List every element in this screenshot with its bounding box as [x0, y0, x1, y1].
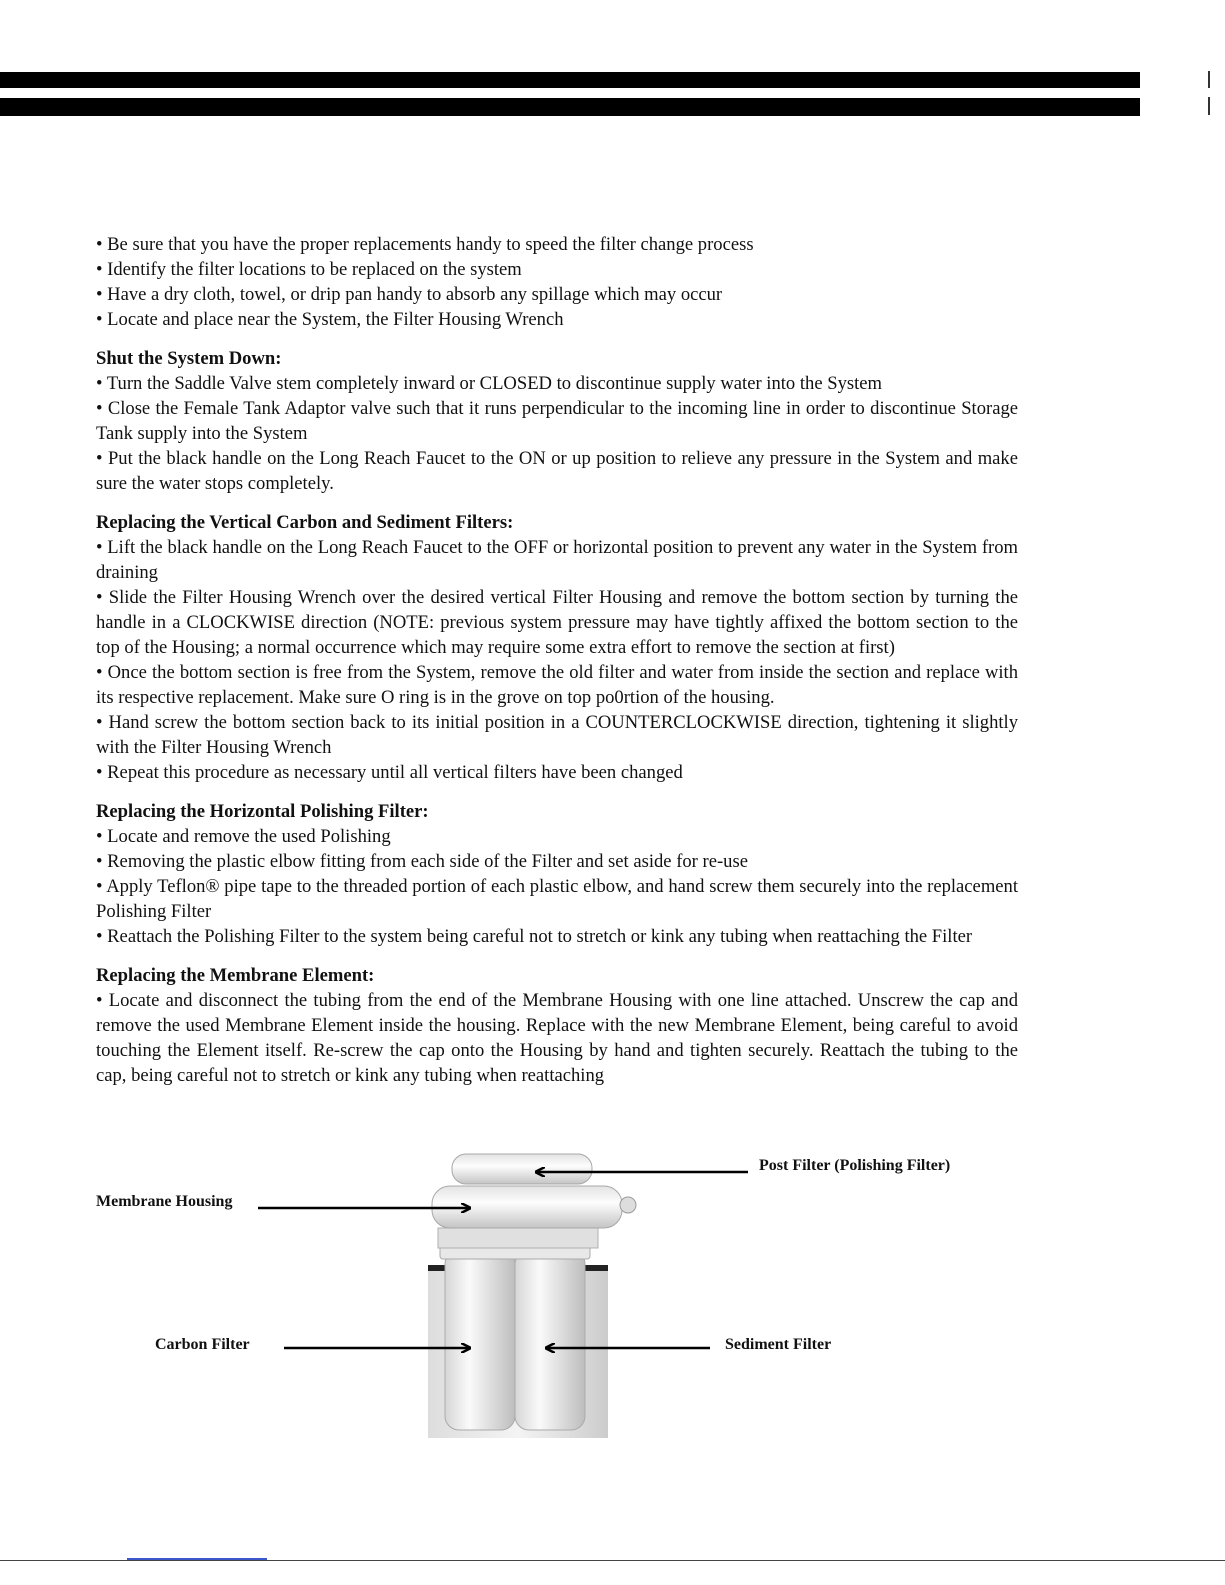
bullet-item: • Repeat this procedure as necessary until all vertical filters have been changed: [96, 762, 683, 783]
footer-link-underline: [127, 1558, 267, 1560]
filter-system-figure: [0, 1150, 1225, 1450]
bullet-item: • Be sure that you have the proper replacements handy to speed the filter change process: [96, 234, 754, 255]
footer-rule: [0, 1560, 1225, 1561]
bullet-item: • Hand screw the bottom section back to its initial position in a COUNTERCLOCKWISE direction, tightening it slightly with the Filter Housing Wrench: [96, 712, 1018, 758]
section-preparation: [96, 232, 1018, 332]
edge-mark-top: [1208, 71, 1210, 88]
bullet-item: • Lift the black handle on the Long Reach Faucet to the OFF or horizontal position to prevent any water in the System from draining: [96, 537, 1018, 583]
header-rule-top: [0, 72, 1140, 88]
post-filter-shape: [452, 1154, 592, 1184]
post-filter-label: Post Filter (Polishing Filter): [759, 1157, 951, 1174]
bullet-item: • Once the bottom section is free from the System, remove the old filter and water from inside the section and replace with its respective replacement. Make sure O ring is in the grove on top po0rtion of the housing.: [96, 662, 1018, 708]
bullet-item: • Put the black handle on the Long Reach Faucet to the ON or up position to relieve any pressure in the System and make sure the water stops completely.: [96, 448, 1018, 494]
bullet-item: • Turn the Saddle Valve stem completely inward or CLOSED to discontinue supply water into the System: [96, 373, 882, 394]
header-rule-bottom: [0, 98, 1140, 116]
bullet-item: • Apply Teflon® pipe tape to the threaded portion of each plastic elbow, and hand screw them securely into the replacement Polishing Filter: [96, 876, 1018, 922]
membrane-housing-label: Membrane Housing: [96, 1193, 233, 1210]
bullet-item: • Removing the plastic elbow fitting from each side of the Filter and set aside for re-use: [96, 851, 748, 872]
section-shut-down: [96, 346, 1018, 496]
bullet-item: • Identify the filter locations to be replaced on the system: [96, 259, 522, 280]
bullet-item: • Close the Female Tank Adaptor valve such that it runs perpendicular to the incoming line in order to discontinue Storage Tank supply into the System: [96, 398, 1018, 444]
section-heading: Shut the System Down:: [96, 348, 282, 369]
carbon-filter-label: Carbon Filter: [155, 1336, 250, 1353]
bullet-item: • Have a dry cloth, towel, or drip pan handy to absorb any spillage which may occur: [96, 284, 723, 305]
section-heading: Replacing the Vertical Carbon and Sediment Filters:: [96, 512, 514, 533]
bullet-item: • Locate and disconnect the tubing from the end of the Membrane Housing with one line attached. Unscrew the cap and remove the used Membrane Element inside the housing. Replace with the new Membrane Element, being careful to avoid touching the Element itself. Re-screw the cap onto the Housing by hand and tighten securely. Reattach the tubing to the cap, being careful not to stretch or kink any tubing when reattaching: [96, 990, 1018, 1086]
section-vertical-filters: [96, 510, 1018, 785]
carbon-filter-housing: [445, 1250, 515, 1430]
bullet-item: • Locate and remove the used Polishing: [96, 826, 391, 847]
sediment-filter-label: Sediment Filter: [725, 1336, 832, 1353]
section-membrane: [96, 963, 1018, 1088]
sediment-filter-housing: [515, 1250, 585, 1430]
section-heading: Replacing the Horizontal Polishing Filter:: [96, 801, 429, 822]
instructions-body: [96, 232, 1018, 1088]
section-polishing-filter: [96, 799, 1018, 949]
bullet-item: • Locate and place near the System, the Filter Housing Wrench: [96, 309, 564, 330]
bullet-item: • Reattach the Polishing Filter to the system being careful not to stretch or kink any tubing when reattaching the Filter: [96, 926, 973, 947]
edge-mark-bottom: [1208, 97, 1210, 115]
bullet-item: • Slide the Filter Housing Wrench over the desired vertical Filter Housing and remove the bottom section by turning the handle in a CLOCKWISE direction (NOTE: previous system pressure may have tightly affixed the bottom section to the top of the Housing; a normal occurrence which may require some extra effort to remove the section at first): [96, 587, 1018, 658]
section-heading: Replacing the Membrane Element:: [96, 965, 375, 986]
